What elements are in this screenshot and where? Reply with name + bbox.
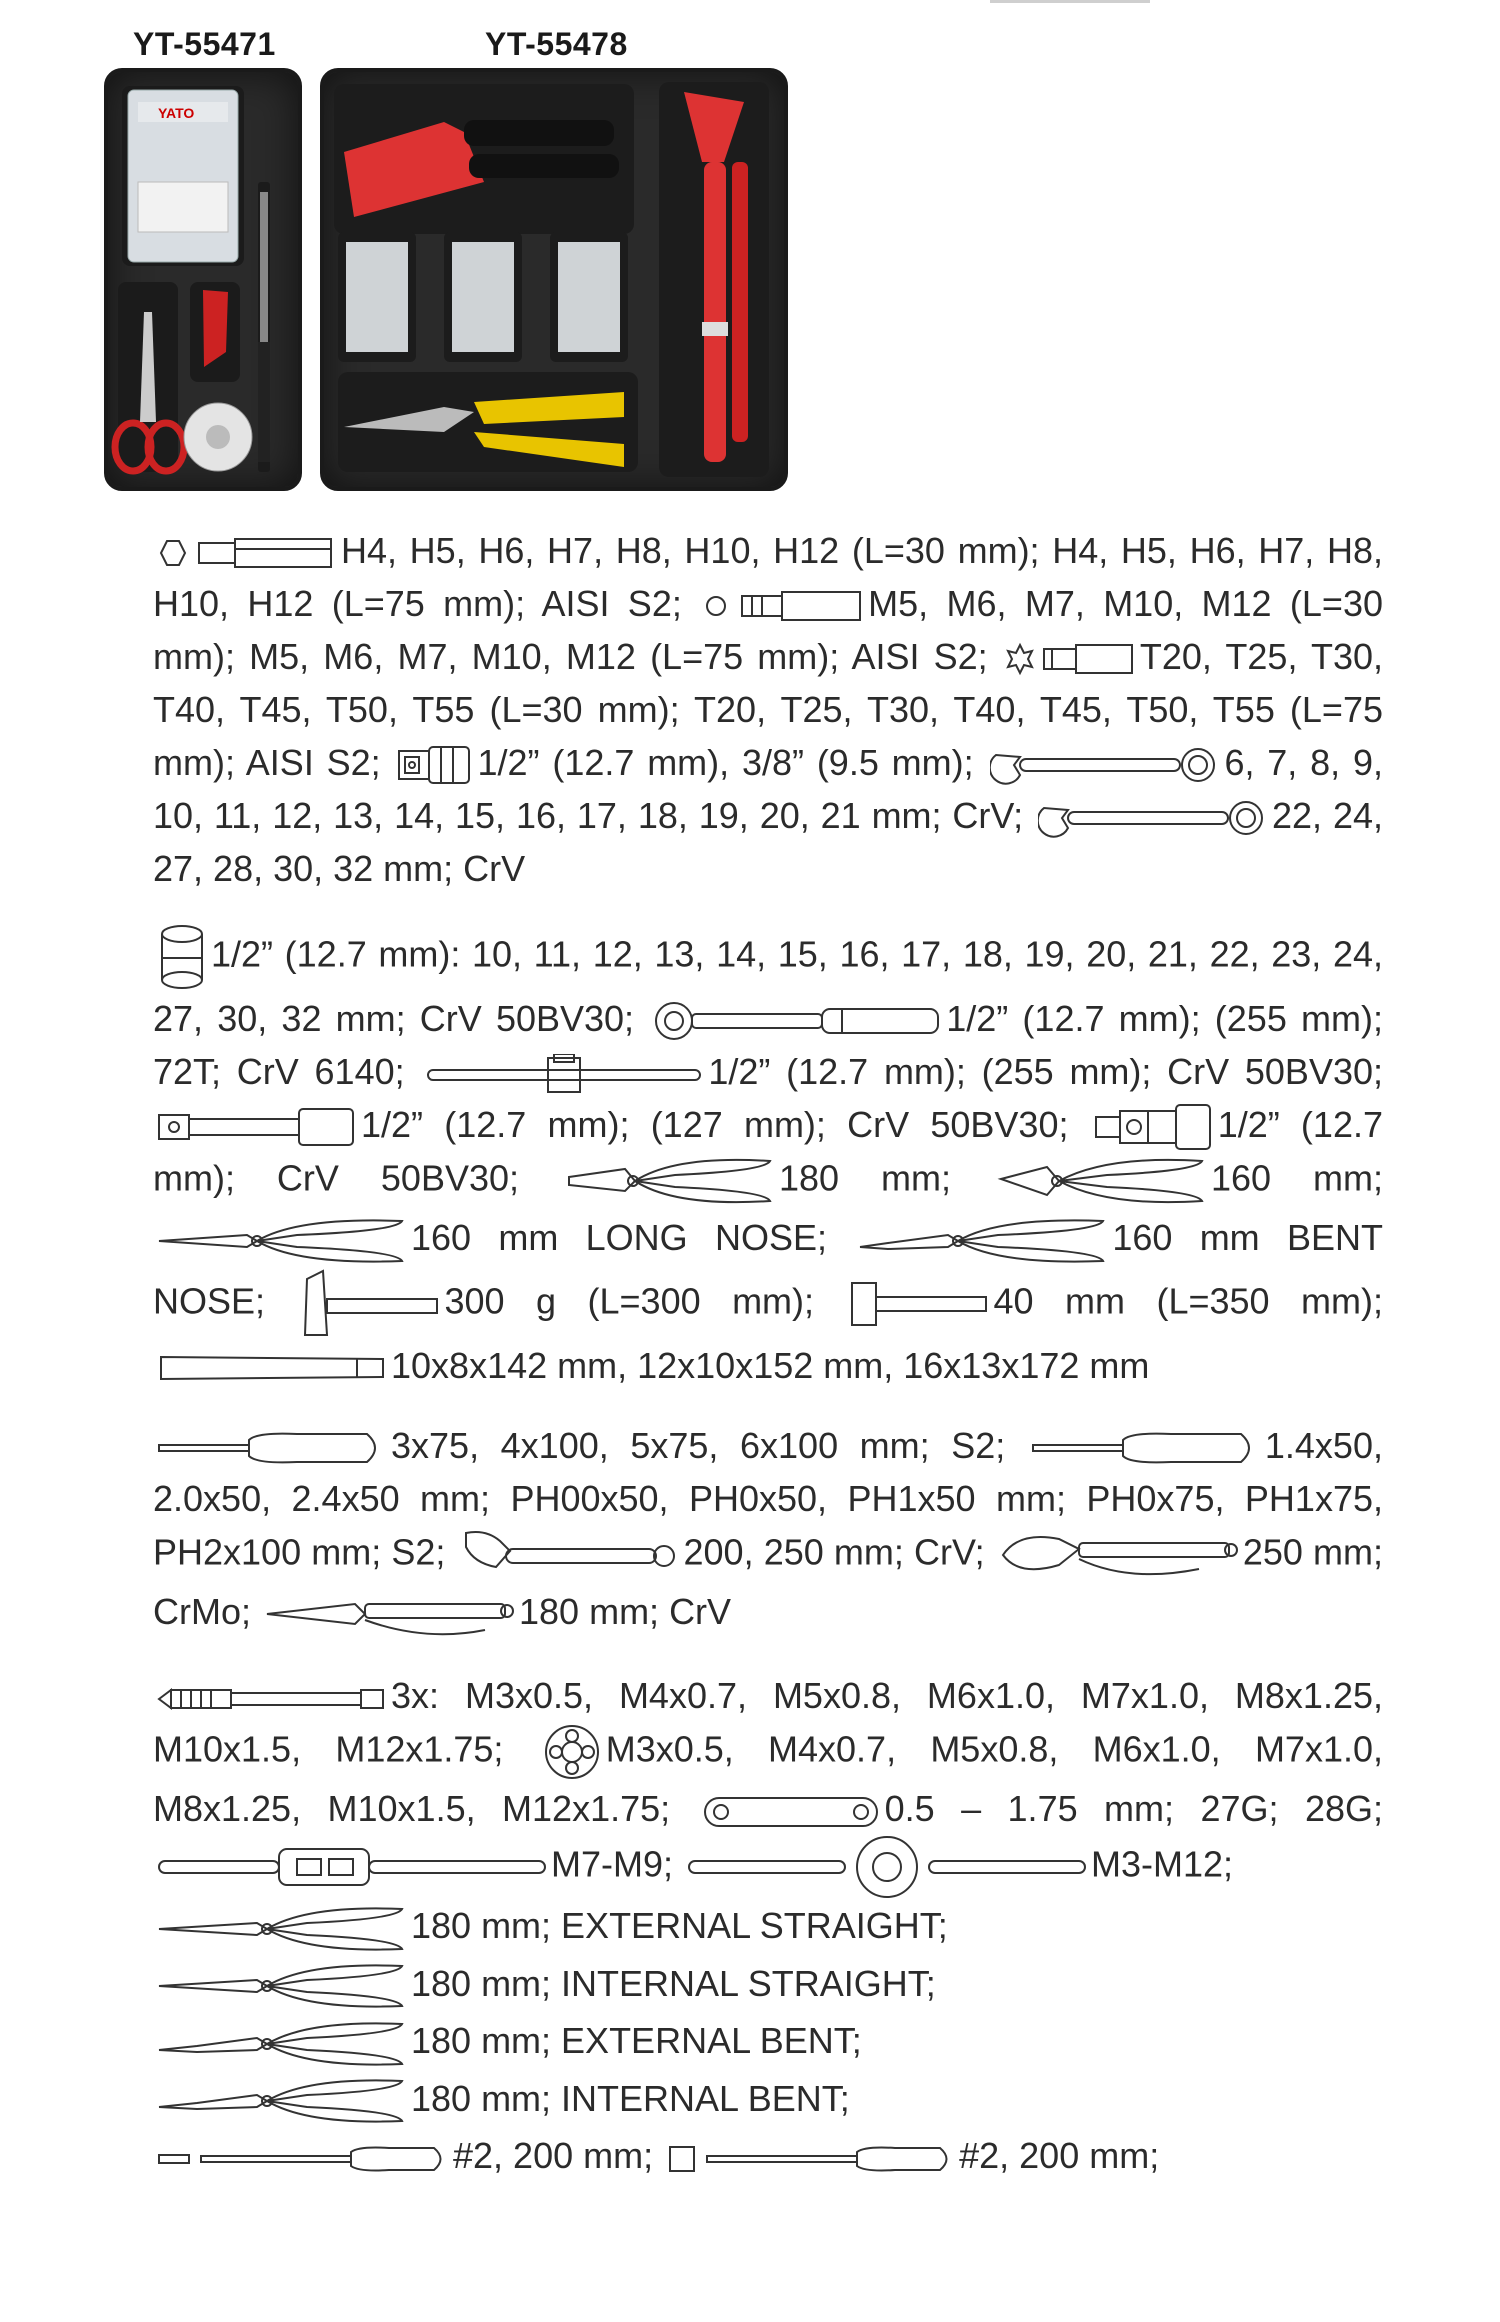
t-bar-icon: [424, 1054, 704, 1094]
mallet-text: 40 mm (L=350 mm);: [993, 1280, 1383, 1322]
universal-joint-icon: [1094, 1103, 1214, 1151]
locking-pliers-small-icon: [265, 1586, 515, 1642]
thread-gauge-text: 0.5 – 1.75 mm; 27G; 28G;: [884, 1788, 1383, 1830]
combination-wrench-large-icon: [1038, 798, 1268, 838]
hex-bit-icon: [157, 535, 337, 571]
square-tip-icon: [667, 2144, 697, 2174]
circlip-pliers-external-bent-text: 180 mm; EXTERNAL BENT;: [411, 2020, 862, 2062]
spec-paragraph-3: [153, 1419, 1383, 1642]
long-screwdriver-flat-icon: [199, 2144, 449, 2174]
universal-joint-text: 1/2” (12.7 mm); CrV 50BV30;: [153, 1104, 1383, 1199]
tray-label-right: YT-55478: [485, 26, 628, 62]
circlip-pliers-external-straight-icon: [157, 1901, 407, 1957]
spec-text: [153, 524, 1383, 2209]
torx-bit-icon: [1006, 641, 1136, 677]
spline-bits-text: M5, M6, M7, M10, M12 (L=30 mm); M5, M6, M7, M10, M12 (L=75 mm); AISI S2;: [153, 583, 1383, 677]
spec-paragraph-1: [153, 524, 1383, 895]
locking-pliers-icon: [999, 1525, 1239, 1585]
circlip-pliers-external-bent-icon: [157, 2016, 407, 2072]
ratchet-text: 1/2” (12.7 mm); (255 mm); 72T; CrV 6140;: [153, 998, 1383, 1092]
circlip-pliers-internal-bent-icon: [157, 2073, 407, 2129]
extension-bar-text: 1/2” (12.7 mm); (127 mm); CrV 50BV30;: [361, 1104, 1069, 1145]
hex-bits-text: H4, H5, H6, H7, H8, H10, H12 (L=30 mm); H4, H5, H6, H7, H8, H10, H12 (L=75 mm); AISI S2;: [153, 530, 1383, 624]
circlip-row-4: [153, 2072, 1383, 2129]
t-bar-text: 1/2” (12.7 mm); (255 mm); CrV 50BV30;: [708, 1051, 1383, 1092]
chisels-text: 10x8x142 mm, 12x10x152 mm, 16x13x172 mm: [391, 1344, 1150, 1386]
tray-label-left: YT-55471: [133, 26, 276, 62]
tap-wrench-text: M7-M9;: [551, 1843, 674, 1885]
torx-bits-text: T20, T25, T30, T40, T45, T50, T55 (L=30 mm); T20, T25, T30, T40, T45, T50, T55 (L=75 mm); AISI S2;: [153, 636, 1383, 783]
long-screwdriver-phillips-icon: [705, 2144, 955, 2174]
locking-pliers-text: 250 mm; CrMo;: [153, 1531, 1383, 1632]
combination-pliers-text: 180 mm;: [778, 1158, 951, 1199]
top-divider: [990, 0, 1150, 3]
adjustable-wrench-text: 200, 250 mm; CrV;: [683, 1531, 985, 1573]
flat-screwdrivers-text: 3x75, 4x100, 5x75, 6x100 mm; S2;: [391, 1424, 1006, 1466]
hammer-icon: [301, 1269, 441, 1339]
circlip-row-3: [153, 2014, 1383, 2071]
circlip-pliers-external-straight-text: 180 mm; EXTERNAL STRAIGHT;: [411, 1905, 948, 1947]
precision-screwdriver-icon: [1031, 1428, 1261, 1468]
circlip-row-1: [153, 1899, 1383, 1956]
combination-wrench-small-text: 6, 7, 8, 9, 10, 11, 12, 13, 14, 15, 16, 17, 18, 19, 20, 21 mm; CrV;: [153, 742, 1383, 836]
bit-adapter-icon: [397, 745, 473, 785]
adjustable-wrench-icon: [460, 1527, 680, 1583]
precision-drivers-text: 1.4x50, 2.0x50, 2.4x50 mm; PH00x50, PH0x50, PH1x50 mm; PH0x75, PH1x75, PH2x100 mm; S2;: [153, 1424, 1383, 1573]
combination-pliers-icon: [565, 1151, 775, 1211]
long-nose-pliers-icon: [157, 1213, 407, 1269]
spec-paragraph-4: [153, 1669, 1383, 2182]
socket-icon: [157, 922, 207, 992]
circlip-pliers-internal-straight-icon: [157, 1958, 407, 2014]
die-stock-text: M3-M12;: [1091, 1843, 1234, 1885]
extension-bar-icon: [157, 1105, 357, 1149]
tray-image-right: [320, 68, 788, 491]
diagonal-pliers-text: 160 mm;: [1210, 1158, 1383, 1199]
ratchet-icon: [652, 999, 942, 1043]
circlip-row-2: [153, 1957, 1383, 2014]
long-screwdriver-phillips-text: #2, 200 mm;: [959, 2135, 1160, 2177]
flat-screwdriver-icon: [157, 1428, 387, 1468]
driver-row: [153, 2129, 1383, 2182]
long-screwdriver-flat-text: #2, 200 mm;: [453, 2135, 654, 2177]
locking-pliers-small-text: 180 mm; CrV: [519, 1590, 732, 1632]
tap-icon: [157, 1684, 387, 1714]
long-nose-pliers-text: 160 mm LONG NOSE;: [411, 1217, 828, 1259]
diagonal-pliers-icon: [997, 1151, 1207, 1211]
spec-paragraph-2: [153, 922, 1383, 1392]
bent-nose-pliers-text: 160 mm BENT NOSE;: [153, 1217, 1383, 1322]
sockets-text: 1/2” (12.7 mm): 10, 11, 12, 13, 14, 15, 16, 17, 18, 19, 20, 21, 22, 23, 24, 27, 30, 32 mm; CrV 50BV30;: [153, 933, 1383, 1039]
combination-wrench-small-icon: [990, 745, 1220, 785]
svg-text:YATO: YATO: [158, 105, 195, 121]
circlip-pliers-internal-straight-text: 180 mm; INTERNAL STRAIGHT;: [411, 1962, 936, 2004]
tap-wrench-icon: [157, 1843, 547, 1891]
tray-image-left: [104, 68, 302, 491]
combination-wrench-large-text: 22, 24, 27, 28, 30, 32 mm; CrV: [153, 795, 1383, 889]
thread-gauge-icon: [701, 1794, 881, 1830]
die-icon: [542, 1722, 602, 1782]
chisel-icon: [157, 1353, 387, 1383]
mallet-icon: [850, 1279, 990, 1329]
circlip-pliers-internal-bent-text: 180 mm; INTERNAL BENT;: [411, 2077, 850, 2119]
hammer-text: 300 g (L=300 mm);: [444, 1280, 815, 1322]
taps-text: 3x: M3x0.5, M4x0.7, M5x0.8, M6x1.0, M7x1.0, M8x1.25, M10x1.5, M12x1.75;: [153, 1675, 1383, 1770]
spline-bit-icon: [704, 588, 864, 624]
flat-tip-icon: [157, 2149, 191, 2169]
die-stock-icon: [687, 1835, 1087, 1899]
dies-text: M3x0.5, M4x0.7, M5x0.8, M6x1.0, M7x1.0, M8x1.25, M10x1.5, M12x1.75;: [153, 1728, 1383, 1830]
bit-adapter-text: 1/2” (12.7 mm), 3/8” (9.5 mm);: [477, 742, 974, 783]
bent-nose-pliers-icon: [858, 1213, 1108, 1269]
